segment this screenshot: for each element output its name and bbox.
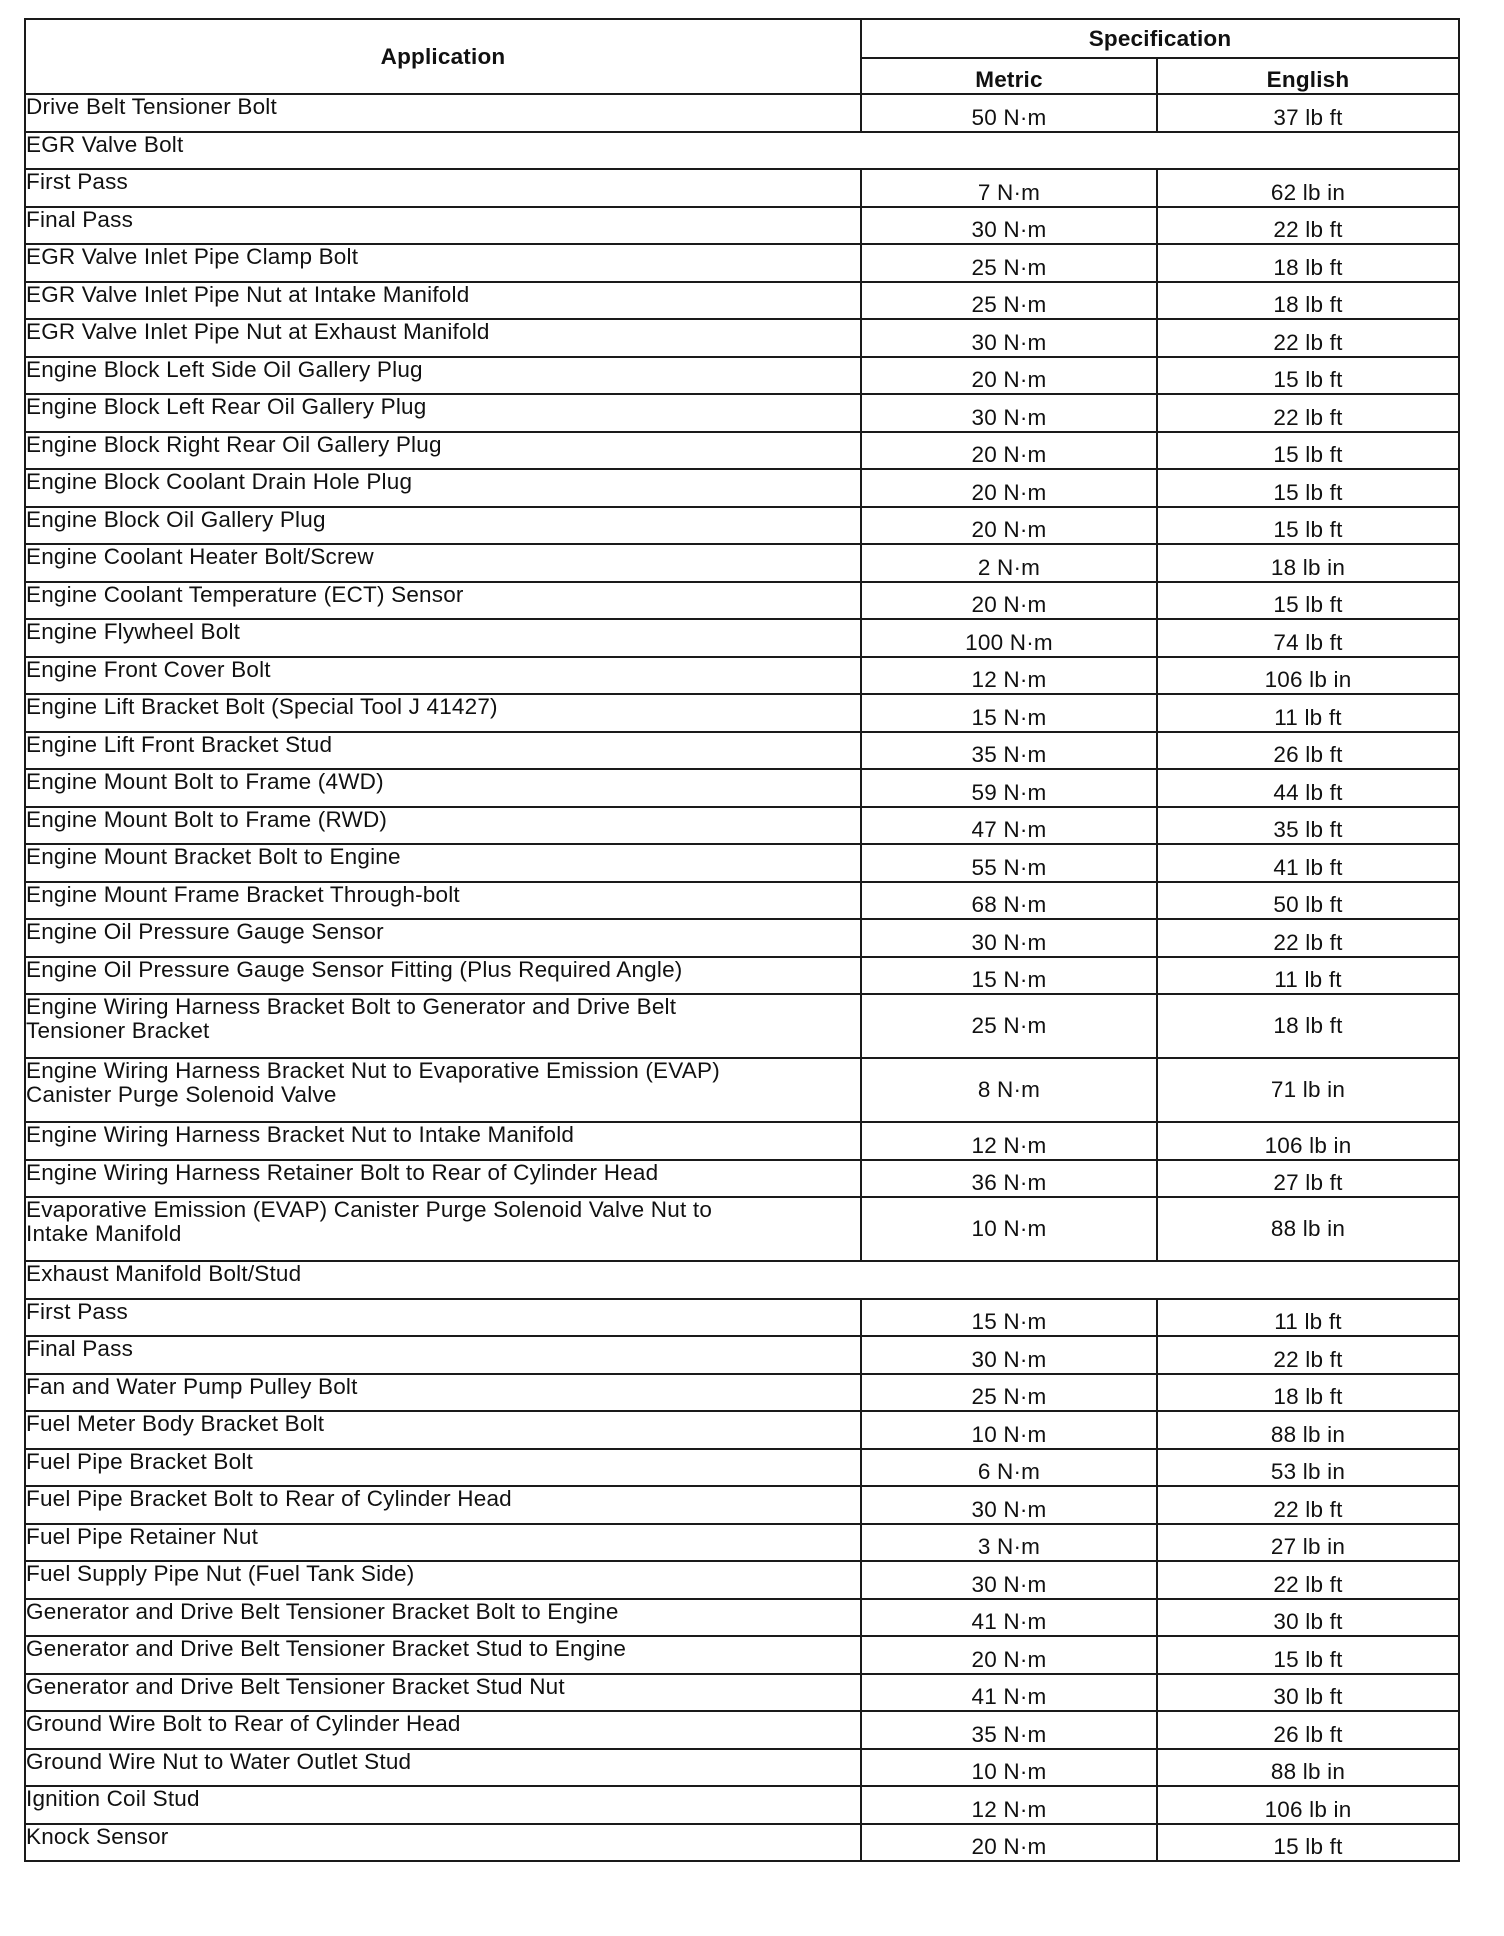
- metric-cell: 20 N·m: [861, 357, 1157, 395]
- table-row: [25, 319, 1459, 357]
- table-body: [25, 94, 1459, 1861]
- metric-cell: 41 N·m: [861, 1599, 1157, 1637]
- application-cell: Generator and Drive Belt Tensioner Bracket Stud Nut: [25, 1674, 861, 1712]
- english-cell: 22 lb ft: [1157, 319, 1459, 357]
- english-cell: 106 lb in: [1157, 657, 1459, 695]
- application-cell: Engine Block Right Rear Oil Gallery Plug: [25, 432, 861, 470]
- metric-cell: 12 N·m: [861, 657, 1157, 695]
- metric-cell: 30 N·m: [861, 207, 1157, 245]
- table-header: [25, 19, 1459, 94]
- english-cell: 15 lb ft: [1157, 357, 1459, 395]
- metric-cell: 59 N·m: [861, 769, 1157, 807]
- english-cell: 26 lb ft: [1157, 732, 1459, 770]
- english-cell: 71 lb in: [1157, 1058, 1459, 1122]
- english-cell: 106 lb in: [1157, 1122, 1459, 1160]
- application-cell: EGR Valve Inlet Pipe Clamp Bolt: [25, 244, 861, 282]
- table-group-row: [25, 132, 1459, 170]
- application-cell: Engine Block Oil Gallery Plug: [25, 507, 861, 545]
- application-cell: Engine Mount Bolt to Frame (RWD): [25, 807, 861, 845]
- table-row: [25, 1449, 1459, 1487]
- table-row: [25, 1599, 1459, 1637]
- english-cell: 88 lb in: [1157, 1749, 1459, 1787]
- table-row: [25, 394, 1459, 432]
- metric-cell: 15 N·m: [861, 1299, 1157, 1337]
- application-line-1: Engine Wiring Harness Bracket Nut to Evaporative Emission (EVAP): [26, 1058, 720, 1083]
- application-cell: Generator and Drive Belt Tensioner Bracket Stud to Engine: [25, 1636, 861, 1674]
- metric-cell: 20 N·m: [861, 469, 1157, 507]
- english-cell: 106 lb in: [1157, 1786, 1459, 1824]
- table-row: [25, 769, 1459, 807]
- english-cell: 37 lb ft: [1157, 94, 1459, 132]
- english-cell: 22 lb ft: [1157, 1561, 1459, 1599]
- table-group-row: [25, 1261, 1459, 1299]
- metric-cell: 25 N·m: [861, 244, 1157, 282]
- application-cell: Drive Belt Tensioner Bolt: [25, 94, 861, 132]
- application-cell: Ground Wire Bolt to Rear of Cylinder Head: [25, 1711, 861, 1749]
- table-subrow: [25, 207, 1459, 245]
- english-cell: 88 lb in: [1157, 1197, 1459, 1261]
- application-cell: Engine Oil Pressure Gauge Sensor Fitting (Plus Required Angle): [25, 957, 861, 995]
- table-row: [25, 544, 1459, 582]
- english-header: English: [1157, 58, 1459, 94]
- application-cell: Engine Lift Front Bracket Stud: [25, 732, 861, 770]
- table-row: [25, 694, 1459, 732]
- table-row: [25, 844, 1459, 882]
- table-row: [25, 1524, 1459, 1562]
- table-row: [25, 1197, 1459, 1261]
- table-row: [25, 807, 1459, 845]
- english-cell: 62 lb in: [1157, 169, 1459, 207]
- table-row: [25, 1636, 1459, 1674]
- english-cell: 53 lb in: [1157, 1449, 1459, 1487]
- table-row: [25, 1674, 1459, 1712]
- table-row: [25, 732, 1459, 770]
- table-row: [25, 657, 1459, 695]
- table-subrow: [25, 1336, 1459, 1374]
- english-cell: 27 lb in: [1157, 1524, 1459, 1562]
- table-subrow: [25, 1299, 1459, 1337]
- metric-cell: 20 N·m: [861, 432, 1157, 470]
- metric-cell: 10 N·m: [861, 1749, 1157, 1787]
- metric-cell: 41 N·m: [861, 1674, 1157, 1712]
- application-cell: [25, 994, 861, 1058]
- application-cell: Engine Block Coolant Drain Hole Plug: [25, 469, 861, 507]
- english-cell: 41 lb ft: [1157, 844, 1459, 882]
- table-row: [25, 994, 1459, 1058]
- application-cell: Fuel Pipe Bracket Bolt: [25, 1449, 861, 1487]
- english-cell: 22 lb ft: [1157, 207, 1459, 245]
- application-line-1: Engine Wiring Harness Bracket Bolt to Generator and Drive Belt: [26, 994, 677, 1019]
- metric-cell: 35 N·m: [861, 1711, 1157, 1749]
- application-cell: Engine Mount Frame Bracket Through-bolt: [25, 882, 861, 920]
- table-row: [25, 1374, 1459, 1412]
- table-row: [25, 507, 1459, 545]
- english-cell: 15 lb ft: [1157, 469, 1459, 507]
- application-cell: Knock Sensor: [25, 1824, 861, 1862]
- metric-cell: 7 N·m: [861, 169, 1157, 207]
- english-cell: 18 lb ft: [1157, 994, 1459, 1058]
- metric-cell: 15 N·m: [861, 957, 1157, 995]
- application-cell: Engine Wiring Harness Retainer Bolt to Rear of Cylinder Head: [25, 1160, 861, 1198]
- application-cell: Engine Oil Pressure Gauge Sensor: [25, 919, 861, 957]
- application-cell: Generator and Drive Belt Tensioner Bracket Bolt to Engine: [25, 1599, 861, 1637]
- english-cell: 15 lb ft: [1157, 1824, 1459, 1862]
- metric-cell: 6 N·m: [861, 1449, 1157, 1487]
- metric-cell: 20 N·m: [861, 1636, 1157, 1674]
- application-cell: Fan and Water Pump Pulley Bolt: [25, 1374, 861, 1412]
- table-row: [25, 919, 1459, 957]
- torque-spec-table: [24, 18, 1460, 1862]
- metric-cell: 36 N·m: [861, 1160, 1157, 1198]
- metric-cell: 2 N·m: [861, 544, 1157, 582]
- table-row: [25, 1749, 1459, 1787]
- table-row: [25, 1160, 1459, 1198]
- application-cell: Engine Mount Bolt to Frame (4WD): [25, 769, 861, 807]
- metric-cell: 100 N·m: [861, 619, 1157, 657]
- application-cell: Final Pass: [25, 207, 861, 245]
- application-cell: Engine Flywheel Bolt: [25, 619, 861, 657]
- english-cell: 18 lb ft: [1157, 1374, 1459, 1412]
- metric-cell: 10 N·m: [861, 1411, 1157, 1449]
- application-cell: Engine Coolant Heater Bolt/Screw: [25, 544, 861, 582]
- application-cell: Engine Front Cover Bolt: [25, 657, 861, 695]
- english-cell: 11 lb ft: [1157, 694, 1459, 732]
- table-row: [25, 1786, 1459, 1824]
- english-cell: 18 lb ft: [1157, 282, 1459, 320]
- metric-cell: 30 N·m: [861, 1486, 1157, 1524]
- english-cell: 30 lb ft: [1157, 1674, 1459, 1712]
- metric-cell: 30 N·m: [861, 919, 1157, 957]
- english-cell: 74 lb ft: [1157, 619, 1459, 657]
- metric-header: Metric: [861, 58, 1157, 94]
- metric-cell: 8 N·m: [861, 1058, 1157, 1122]
- table-row: [25, 619, 1459, 657]
- english-cell: 11 lb ft: [1157, 1299, 1459, 1337]
- table-row: [25, 1824, 1459, 1862]
- application-cell: First Pass: [25, 169, 861, 207]
- metric-cell: 30 N·m: [861, 394, 1157, 432]
- english-cell: 30 lb ft: [1157, 1599, 1459, 1637]
- english-cell: 50 lb ft: [1157, 882, 1459, 920]
- metric-cell: 68 N·m: [861, 882, 1157, 920]
- application-cell: Fuel Pipe Retainer Nut: [25, 1524, 861, 1562]
- application-cell: [25, 1197, 861, 1261]
- table-row: [25, 1486, 1459, 1524]
- metric-cell: 3 N·m: [861, 1524, 1157, 1562]
- metric-cell: 12 N·m: [861, 1122, 1157, 1160]
- application-line-1: Evaporative Emission (EVAP) Canister Purge Solenoid Valve Nut to: [26, 1197, 713, 1222]
- english-cell: 15 lb ft: [1157, 432, 1459, 470]
- table-row: [25, 882, 1459, 920]
- group-application-cell: Exhaust Manifold Bolt/Stud: [25, 1261, 1459, 1299]
- application-cell: Engine Block Left Side Oil Gallery Plug: [25, 357, 861, 395]
- application-line-2: Intake Manifold: [26, 1221, 182, 1246]
- table-row: [25, 1711, 1459, 1749]
- metric-cell: 25 N·m: [861, 1374, 1157, 1412]
- application-cell: Fuel Meter Body Bracket Bolt: [25, 1411, 861, 1449]
- application-cell: Fuel Supply Pipe Nut (Fuel Tank Side): [25, 1561, 861, 1599]
- application-line-2: Tensioner Bracket: [26, 1018, 210, 1043]
- application-cell: Ground Wire Nut to Water Outlet Stud: [25, 1749, 861, 1787]
- table-row: [25, 1411, 1459, 1449]
- table-row: [25, 357, 1459, 395]
- english-cell: 18 lb in: [1157, 544, 1459, 582]
- application-cell: Engine Mount Bracket Bolt to Engine: [25, 844, 861, 882]
- metric-cell: 35 N·m: [861, 732, 1157, 770]
- metric-cell: 25 N·m: [861, 282, 1157, 320]
- table-row: [25, 1561, 1459, 1599]
- table-row: [25, 582, 1459, 620]
- english-cell: 22 lb ft: [1157, 1336, 1459, 1374]
- application-cell: First Pass: [25, 1299, 861, 1337]
- metric-cell: 12 N·m: [861, 1786, 1157, 1824]
- metric-cell: 10 N·m: [861, 1197, 1157, 1261]
- metric-cell: 50 N·m: [861, 94, 1157, 132]
- metric-cell: 20 N·m: [861, 582, 1157, 620]
- application-line-2: Canister Purge Solenoid Valve: [26, 1082, 337, 1107]
- metric-cell: 30 N·m: [861, 1561, 1157, 1599]
- application-cell: Fuel Pipe Bracket Bolt to Rear of Cylinder Head: [25, 1486, 861, 1524]
- application-cell: EGR Valve Inlet Pipe Nut at Exhaust Manifold: [25, 319, 861, 357]
- application-cell: Engine Lift Bracket Bolt (Special Tool J 41427): [25, 694, 861, 732]
- english-cell: 15 lb ft: [1157, 1636, 1459, 1674]
- table-row: [25, 469, 1459, 507]
- group-application-cell: EGR Valve Bolt: [25, 132, 1459, 170]
- english-cell: 44 lb ft: [1157, 769, 1459, 807]
- application-cell: Final Pass: [25, 1336, 861, 1374]
- english-cell: 11 lb ft: [1157, 957, 1459, 995]
- table-subrow: [25, 169, 1459, 207]
- english-cell: 22 lb ft: [1157, 1486, 1459, 1524]
- application-header: Application: [25, 19, 861, 94]
- english-cell: 35 lb ft: [1157, 807, 1459, 845]
- specification-header: Specification: [861, 19, 1459, 58]
- english-cell: 88 lb in: [1157, 1411, 1459, 1449]
- metric-cell: 30 N·m: [861, 1336, 1157, 1374]
- english-cell: 18 lb ft: [1157, 244, 1459, 282]
- table-row: [25, 282, 1459, 320]
- application-cell: Engine Wiring Harness Bracket Nut to Intake Manifold: [25, 1122, 861, 1160]
- metric-cell: 20 N·m: [861, 1824, 1157, 1862]
- table-row: [25, 1058, 1459, 1122]
- table-row: [25, 94, 1459, 132]
- english-cell: 22 lb ft: [1157, 919, 1459, 957]
- metric-cell: 47 N·m: [861, 807, 1157, 845]
- application-cell: Engine Block Left Rear Oil Gallery Plug: [25, 394, 861, 432]
- metric-cell: 30 N·m: [861, 319, 1157, 357]
- metric-cell: 55 N·m: [861, 844, 1157, 882]
- metric-cell: 20 N·m: [861, 507, 1157, 545]
- table-row: [25, 432, 1459, 470]
- english-cell: 22 lb ft: [1157, 394, 1459, 432]
- english-cell: 15 lb ft: [1157, 582, 1459, 620]
- application-cell: [25, 1058, 861, 1122]
- english-cell: 26 lb ft: [1157, 1711, 1459, 1749]
- table-row: [25, 1122, 1459, 1160]
- table-row: [25, 244, 1459, 282]
- application-cell: EGR Valve Inlet Pipe Nut at Intake Manifold: [25, 282, 861, 320]
- metric-cell: 25 N·m: [861, 994, 1157, 1058]
- metric-cell: 15 N·m: [861, 694, 1157, 732]
- application-cell: Ignition Coil Stud: [25, 1786, 861, 1824]
- english-cell: 15 lb ft: [1157, 507, 1459, 545]
- application-cell: Engine Coolant Temperature (ECT) Sensor: [25, 582, 861, 620]
- english-cell: 27 lb ft: [1157, 1160, 1459, 1198]
- table-row: [25, 957, 1459, 995]
